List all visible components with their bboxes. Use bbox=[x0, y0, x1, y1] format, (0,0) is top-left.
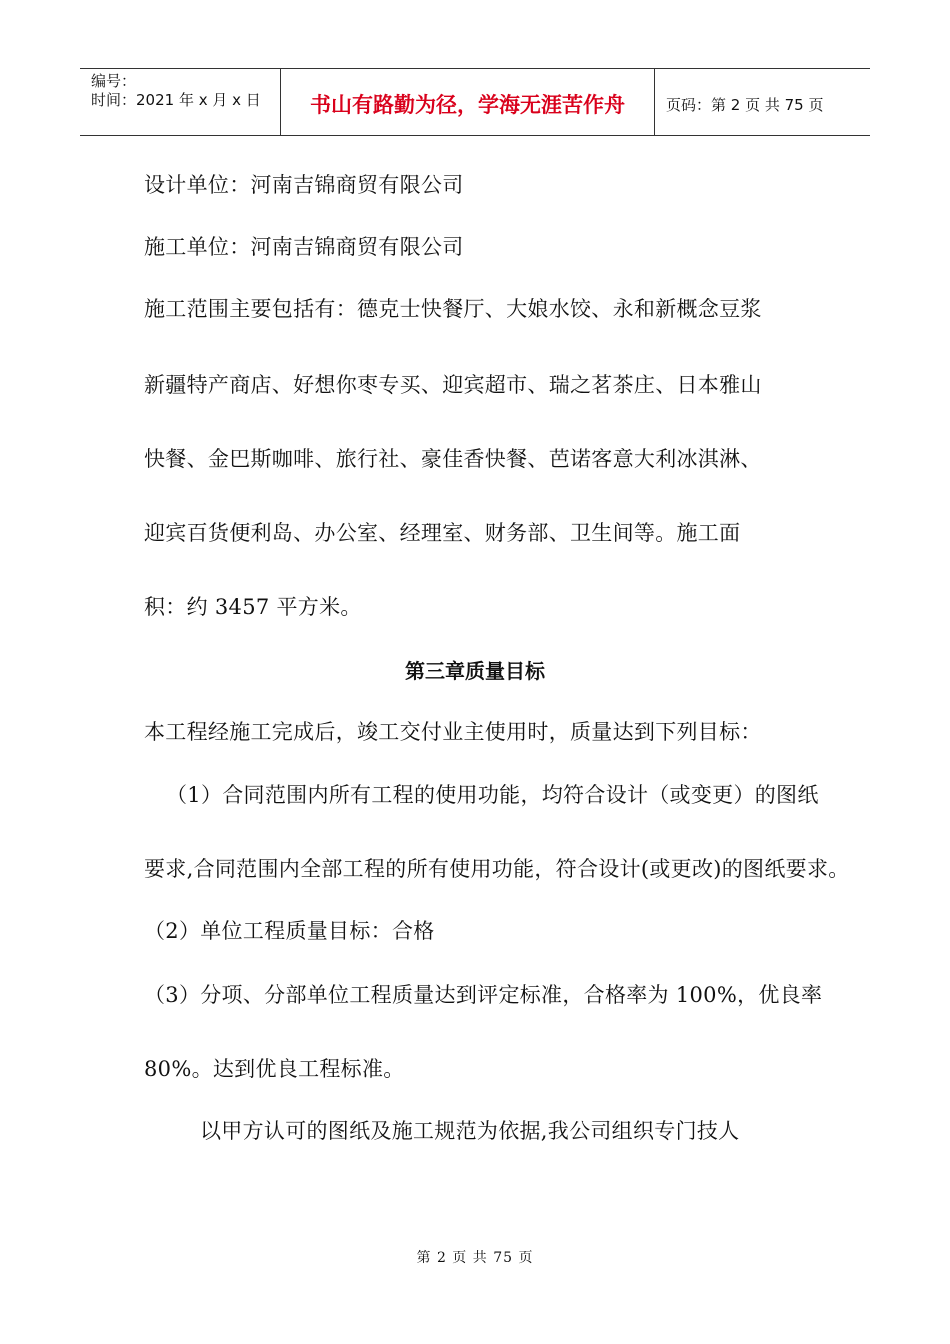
quality-item-1-line-1: （1）合同范围内所有工程的使用功能，均符合设计（或变更）的图纸 bbox=[166, 783, 819, 807]
document-date: 时间：2021 年 x 月 x 日 bbox=[91, 91, 261, 109]
quality-item-1-line-2: 要求,合同范围内全部工程的所有使用功能，符合设计(或更改)的图纸要求。 bbox=[144, 857, 850, 881]
methodology-line: 以甲方认可的图纸及施工规范为依据,我公司组织专门技人 bbox=[200, 1119, 740, 1143]
design-unit-line: 设计单位：河南吉锦商贸有限公司 bbox=[144, 173, 464, 197]
quality-intro: 本工程经施工完成后，竣工交付业主使用时，质量达到下列目标： bbox=[144, 720, 762, 744]
scope-line-5: 积：约 3457 平方米。 bbox=[144, 595, 362, 619]
scope-line-3: 快餐、金巴斯咖啡、旅行社、豪佳香快餐、芭诺客意大利冰淇淋、 bbox=[144, 447, 762, 471]
quality-item-3-line-1: （3）分项、分部单位工程质量达到评定标准，合格率为 100%，优良率 bbox=[144, 983, 823, 1007]
scope-line-4: 迎宾百货便利岛、办公室、经理室、财务部、卫生间等。施工面 bbox=[144, 521, 741, 545]
scope-line-1: 施工范围主要包括有：德克士快餐厅、大娘水饺、永和新概念豆浆 bbox=[144, 297, 762, 321]
page-header bbox=[80, 68, 870, 136]
chapter-title: 第三章质量目标 bbox=[405, 659, 545, 683]
quality-item-3-line-2: 80%。达到优良工程标准。 bbox=[144, 1057, 405, 1081]
construction-unit-line: 施工单位：河南吉锦商贸有限公司 bbox=[144, 235, 464, 259]
header-page-code: 页码：第 2 页 共 75 页 bbox=[666, 95, 824, 114]
quality-item-2: （2）单位工程质量目标：合格 bbox=[144, 919, 435, 943]
header-motto: 书山有路勤为径，学海无涯苦作舟 bbox=[281, 69, 655, 135]
page-footer: 第 2 页 共 75 页 bbox=[416, 1250, 534, 1266]
scope-line-2: 新疆特产商店、好想你枣专买、迎宾超市、瑞之茗茶庄、日本雅山 bbox=[144, 373, 762, 397]
header-meta bbox=[80, 69, 281, 135]
document-number-label: 编号： bbox=[91, 72, 137, 90]
